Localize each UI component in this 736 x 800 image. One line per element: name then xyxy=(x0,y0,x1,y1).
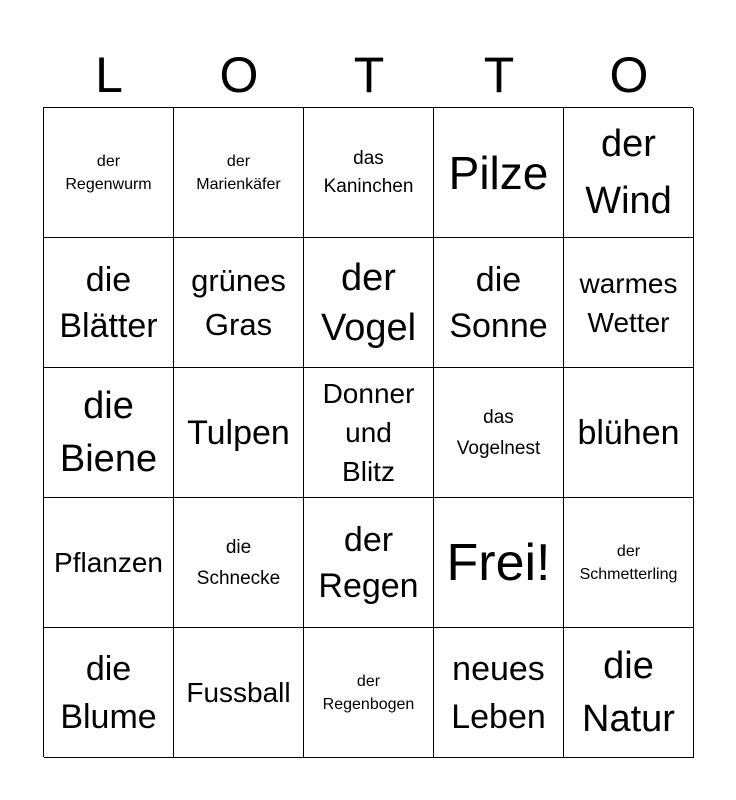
cell-text: die Blume xyxy=(60,649,157,736)
board-cell[interactable] xyxy=(174,108,304,238)
header-letter-o-2: O xyxy=(609,47,649,103)
cell-text: die Blätter xyxy=(59,260,158,345)
board-cell[interactable] xyxy=(174,238,304,368)
board-cell[interactable] xyxy=(434,498,564,628)
board-cell[interactable] xyxy=(564,238,694,368)
board-cell[interactable] xyxy=(434,368,564,498)
board-cell[interactable] xyxy=(564,108,694,238)
board-cell[interactable] xyxy=(564,498,694,628)
board-cell[interactable] xyxy=(304,108,434,238)
cell-text: Pilze xyxy=(448,146,549,199)
cell-text: die Natur xyxy=(582,644,675,740)
board-cell[interactable] xyxy=(44,108,174,238)
board-cell[interactable] xyxy=(174,498,304,628)
cell-text: der Regen xyxy=(318,520,419,605)
header-letter-t: T xyxy=(353,47,385,103)
header-letter-l: L xyxy=(95,47,123,103)
board-cell[interactable] xyxy=(174,368,304,498)
board-cell[interactable] xyxy=(304,368,434,498)
lotto-header xyxy=(44,44,694,106)
cell-text: das Kaninchen xyxy=(323,147,414,197)
cell-text: grünes Gras xyxy=(191,262,286,342)
cell-text: Donner und Blitz xyxy=(322,378,415,487)
cell-text: Fussball xyxy=(186,677,291,708)
cell-text: der Regenbogen xyxy=(322,672,415,713)
cell-text: die Sonne xyxy=(449,260,548,345)
header-letter-o: O xyxy=(219,47,259,103)
board-cell[interactable] xyxy=(434,238,564,368)
cell-text: Tulpen xyxy=(187,413,290,452)
cell-text: neues Leben xyxy=(451,649,546,736)
cell-text: die Biene xyxy=(59,384,158,480)
header-letter-t-2: T xyxy=(483,47,515,103)
board-cell[interactable] xyxy=(44,628,174,758)
board-cell[interactable] xyxy=(174,628,304,758)
cell-text: Pflanzen xyxy=(54,547,163,578)
board-cell[interactable] xyxy=(44,498,174,628)
board-cell[interactable] xyxy=(304,238,434,368)
cell-text: die Schnecke xyxy=(196,536,281,589)
cell-text: das Vogelnest xyxy=(456,406,541,459)
board-cell[interactable] xyxy=(434,628,564,758)
board-cell[interactable] xyxy=(564,628,694,758)
cell-text: der Marienkäfer xyxy=(196,152,281,193)
cell-text: der Schmetterling xyxy=(579,542,678,583)
board-cell[interactable] xyxy=(44,238,174,368)
cell-text: Frei! xyxy=(446,533,551,592)
cell-text: warmes Wetter xyxy=(579,267,678,338)
cell-text: der Wind xyxy=(585,122,672,222)
cell-text: der Vogel xyxy=(320,256,417,349)
board-cell[interactable] xyxy=(304,628,434,758)
board-cell[interactable] xyxy=(564,368,694,498)
board-cell[interactable] xyxy=(44,368,174,498)
board-cell[interactable] xyxy=(434,108,564,238)
bingo-board xyxy=(43,107,693,757)
cell-text: blühen xyxy=(577,413,680,452)
board-cell[interactable] xyxy=(304,498,434,628)
cell-text: der Regenwurm xyxy=(65,152,152,193)
